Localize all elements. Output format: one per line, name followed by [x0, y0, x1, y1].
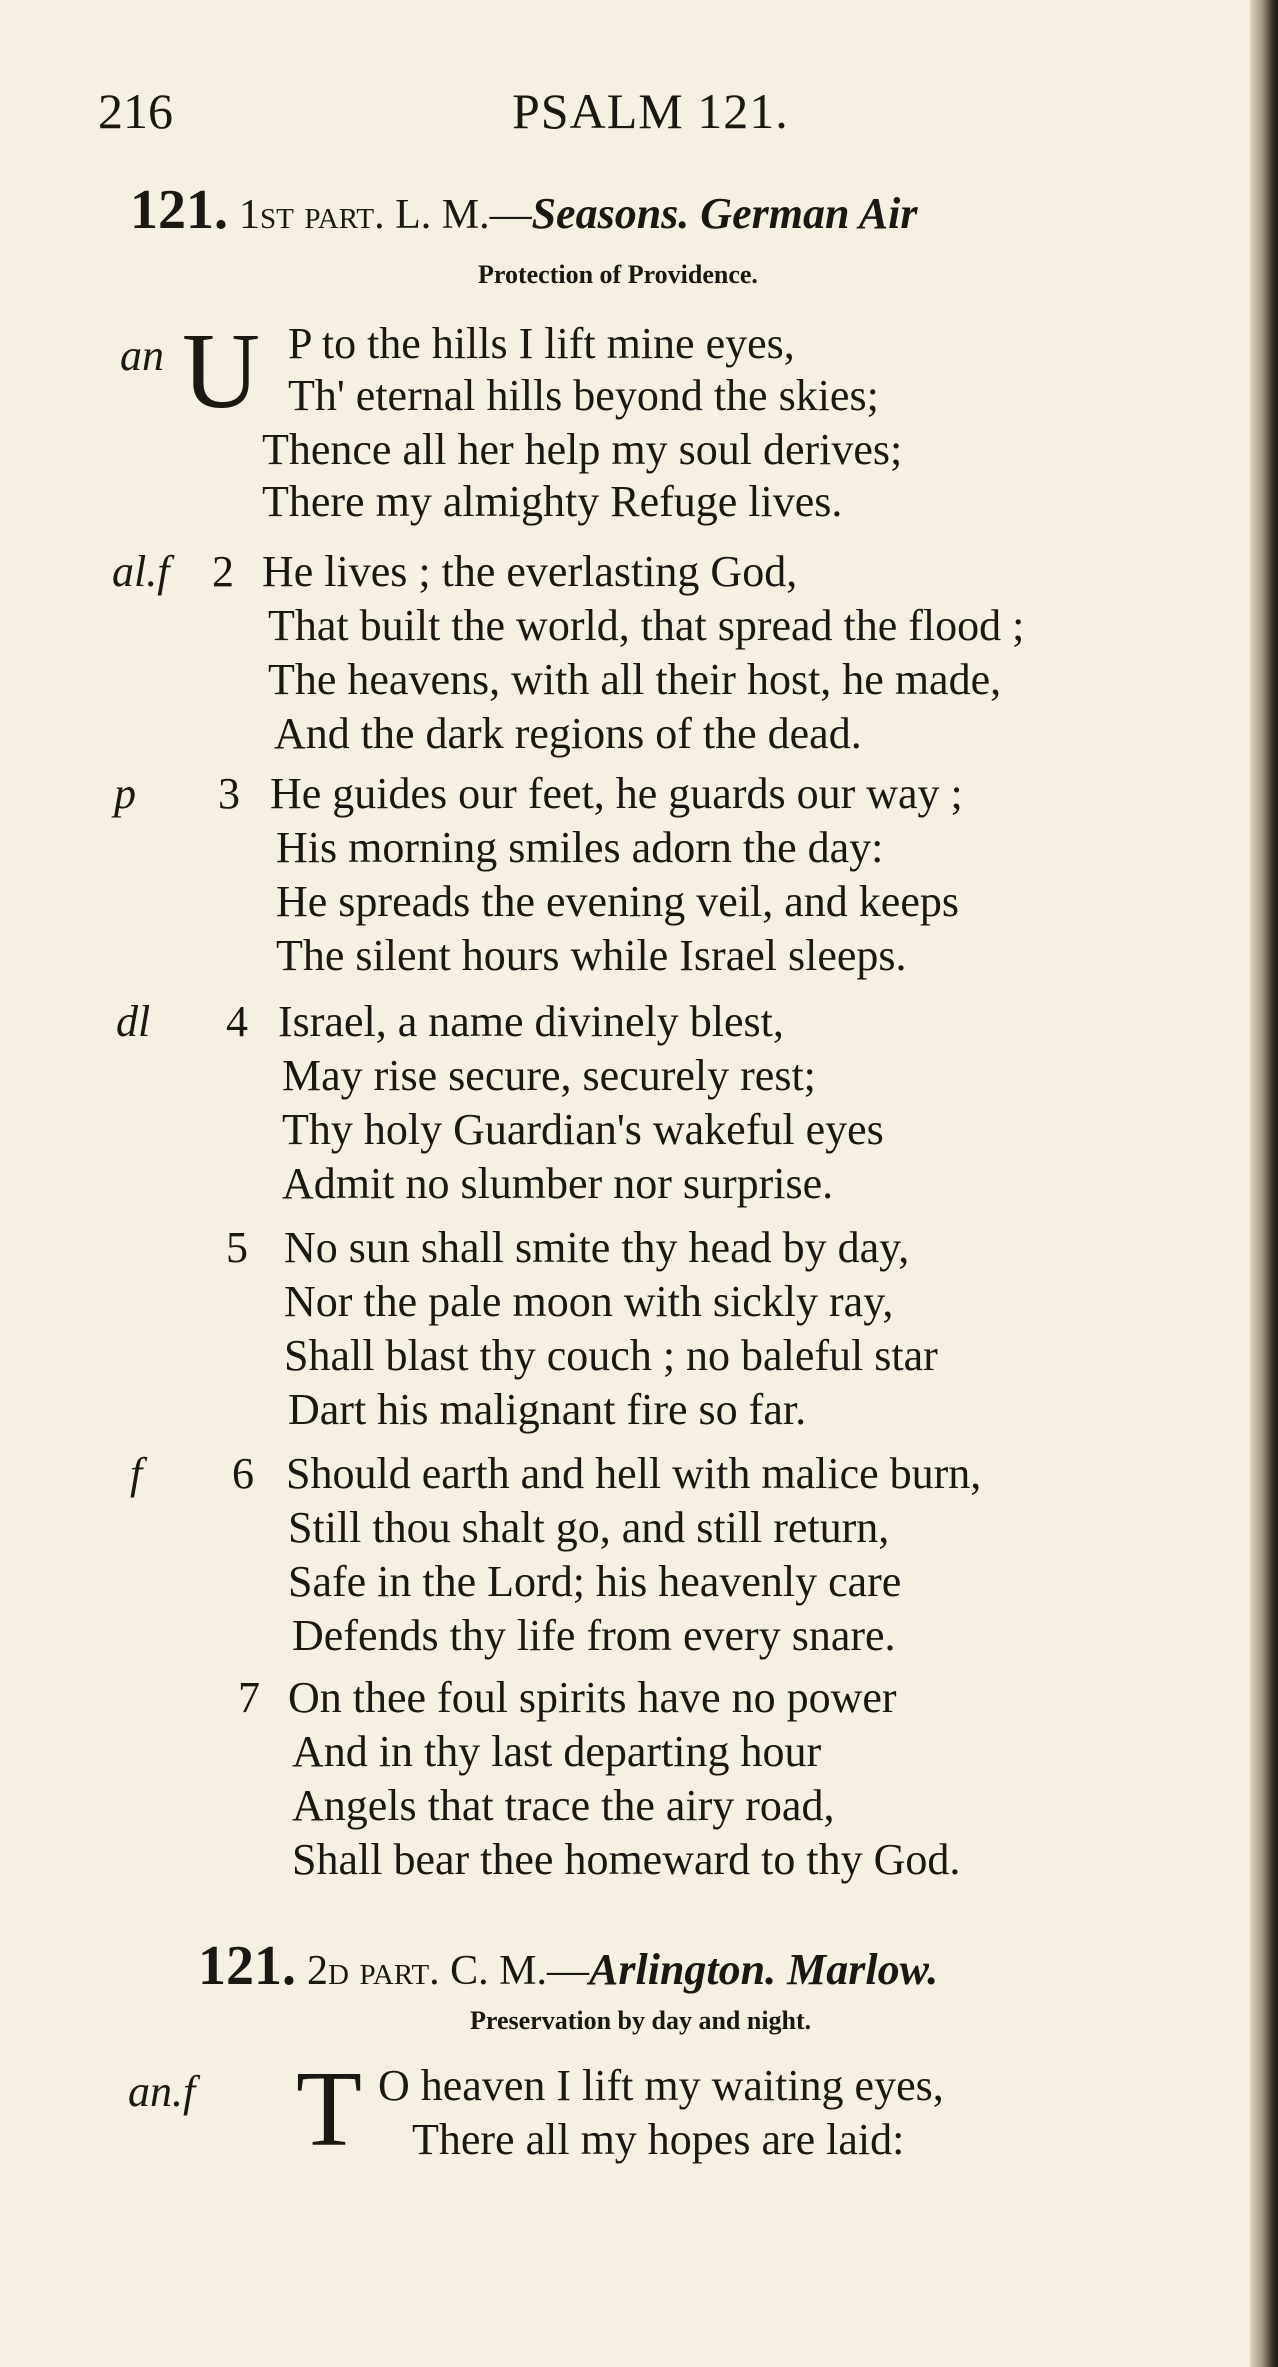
- hymn-part: 2d part. C. M.—: [307, 1948, 590, 1994]
- running-head: [0, 82, 1240, 142]
- dynamic-mark: al.f: [112, 547, 170, 596]
- dynamic-mark: dl: [116, 997, 151, 1046]
- verse-line: That built the world, that spread the flood ;: [268, 601, 1025, 650]
- verse-line: Should earth and hell with malice burn,: [286, 1449, 982, 1498]
- stanza-number: 5: [226, 1223, 248, 1272]
- book-edge: [1250, 0, 1278, 2367]
- verse-line: His morning smiles adorn the day:: [276, 823, 884, 872]
- verse-line: Shall bear thee homeward to thy God.: [292, 1835, 961, 1884]
- verse-line: Still thou shalt go, and still return,: [288, 1503, 890, 1552]
- hymn-subtitle-1: Protection of Providence.: [478, 260, 758, 289]
- stanza-number: 7: [238, 1673, 260, 1722]
- verse-line: No sun shall smite thy head by day,: [284, 1223, 910, 1272]
- verse-line: On thee foul spirits have no power: [288, 1673, 897, 1722]
- hymn-number: 121.: [130, 179, 228, 241]
- dynamic-mark: p: [114, 769, 136, 818]
- hymn-number: 121.: [198, 1935, 296, 1997]
- stanza-number: 2: [212, 547, 234, 596]
- verse-line: May rise secure, securely rest;: [282, 1051, 816, 1100]
- drop-cap: U: [182, 312, 260, 431]
- hymn-heading-2: [198, 1934, 938, 1998]
- verse-line: Admit no slumber nor surprise.: [282, 1159, 834, 1208]
- verse-line: Shall blast thy couch ; no baleful star: [284, 1331, 938, 1380]
- verse-line: Safe in the Lord; his heavenly care: [288, 1557, 902, 1606]
- verse-line: There all my hopes are laid:: [412, 2115, 905, 2164]
- verse-line: And the dark regions of the dead.: [274, 709, 862, 758]
- stanza-number: 4: [226, 997, 248, 1046]
- verse-line: He lives ; the everlasting God,: [262, 547, 798, 596]
- verse-line: Thy holy Guardian's wakeful eyes: [282, 1105, 884, 1154]
- verse-line: P to the hills I lift mine eyes,: [288, 319, 795, 368]
- verse-line: Nor the pale moon with sickly ray,: [284, 1277, 894, 1326]
- verse-line: Dart his malignant fire so far.: [288, 1385, 807, 1434]
- verse-line: Israel, a name divinely blest,: [278, 997, 784, 1046]
- verse-line: Thence all her help my soul derives;: [262, 425, 903, 474]
- verse-line: And in thy last departing hour: [292, 1727, 822, 1776]
- drop-cap: T: [296, 2050, 362, 2169]
- dynamic-mark: an.f: [128, 2067, 196, 2116]
- verse-line: O heaven I lift my waiting eyes,: [378, 2061, 944, 2110]
- verse-line: Defends thy life from every snare.: [292, 1611, 896, 1660]
- dynamic-mark: f: [130, 1449, 143, 1498]
- hymn-tunes: Arlington. Marlow.: [589, 1945, 939, 1994]
- page-number: 216: [98, 83, 173, 139]
- verse-line: He spreads the evening veil, and keeps: [276, 877, 959, 926]
- verse-line: The silent hours while Israel sleeps.: [276, 931, 907, 980]
- hymn-heading-1: [130, 178, 917, 242]
- verse-line: The heavens, with all their host, he made,: [268, 655, 1002, 704]
- dynamic-mark: an: [120, 331, 164, 380]
- verse-line: There my almighty Refuge lives.: [262, 477, 843, 526]
- verse-line: Angels that trace the airy road,: [292, 1781, 835, 1830]
- stanza-number: 6: [232, 1449, 254, 1498]
- hymn-subtitle-2: Preservation by day and night.: [470, 2006, 812, 2035]
- running-title: PSALM 121.: [512, 83, 789, 139]
- verse-line: Th' eternal hills beyond the skies;: [288, 371, 879, 420]
- stanza-number: 3: [218, 769, 240, 818]
- hymn-tunes: Seasons. German Air: [531, 189, 918, 238]
- hymn-part: 1st part. L. M.—: [239, 192, 532, 238]
- verse-line: He guides our feet, he guards our way ;: [270, 769, 963, 818]
